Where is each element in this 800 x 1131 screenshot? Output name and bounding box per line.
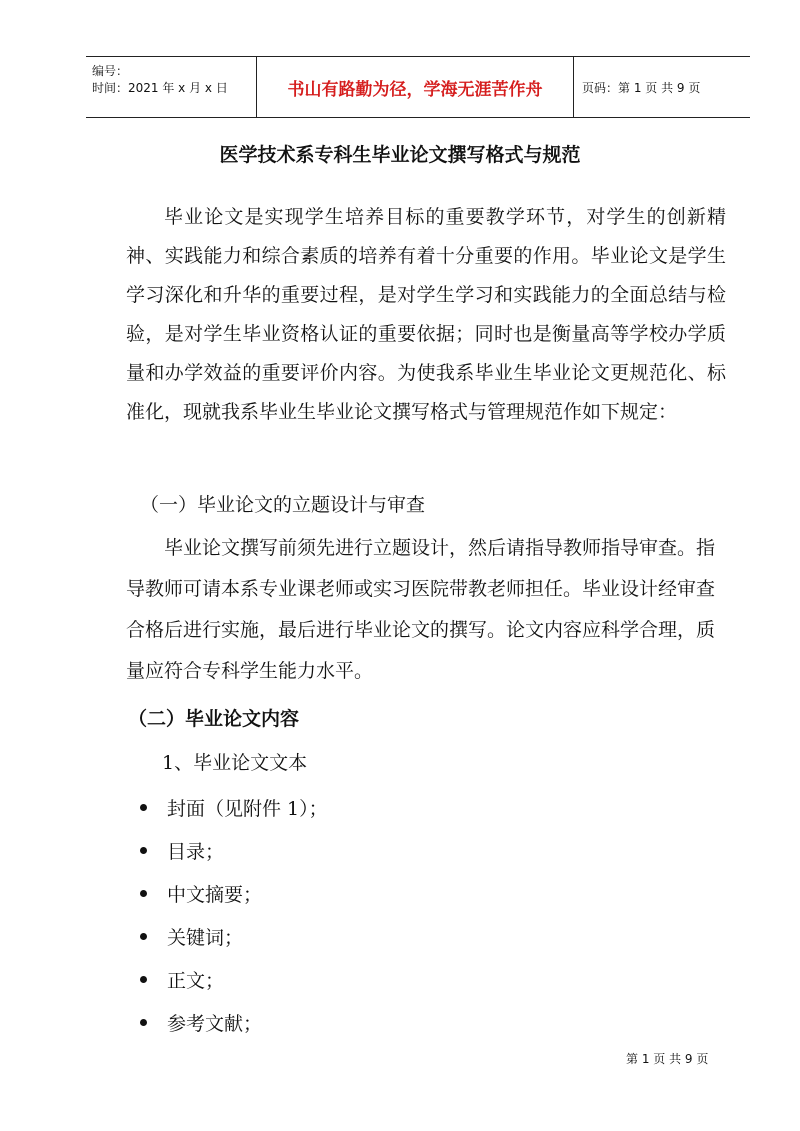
list-item	[140, 872, 328, 915]
list-item	[140, 786, 328, 829]
list-item-text: 中文摘要；	[167, 884, 263, 906]
list-item-text: 正文；	[167, 970, 225, 992]
content-list	[140, 786, 328, 1044]
list-item	[140, 1001, 328, 1044]
section1-heading: （一）毕业论文的立题设计与审查	[140, 494, 426, 516]
section2-subheading: 1、毕业论文文本	[162, 752, 308, 774]
list-item	[140, 915, 328, 958]
list-item-text: 目录；	[167, 841, 225, 863]
bullet-icon	[140, 933, 147, 940]
list-item-text: 封面（见附件 1）；	[167, 798, 328, 820]
section1-body	[126, 528, 726, 692]
header-motto: 书山有路勤为径，学海无涯苦作舟	[256, 57, 574, 117]
list-item	[140, 958, 328, 1001]
intro-section	[126, 198, 726, 432]
bullet-icon	[140, 976, 147, 983]
intro-paragraph: 毕业论文是实现学生培养目标的重要教学环节，对学生的创新精神、实践能力和综合素质的培养有着十分重要的作用。毕业论文是学生学习深化和升华的重要过程，是对学生学习和实践能力的全面总结与检验，是对学生毕业资格认证的重要依据；同时也是衡量高等学校办学质量和办学效益的重要评价内容。为使我系毕业生毕业论文更规范化、标准化，现就我系毕业生毕业论文撰写格式与管理规范作如下规定：	[126, 206, 726, 423]
serial-label: 编号：	[92, 64, 129, 78]
list-item-text: 关键词；	[167, 927, 244, 949]
header-left-cell	[86, 57, 256, 117]
header-page-info: 页码：第 1 页 共 9 页	[582, 80, 701, 95]
list-item-text: 参考文献；	[167, 1013, 263, 1035]
header-table	[86, 56, 750, 118]
section1-paragraph: 毕业论文撰写前须先进行立题设计，然后请指导教师指导审查。指导教师可请本系专业课老师或实习医院带教老师担任。毕业设计经审查合格后进行实施，最后进行毕业论文的撰写。论文内容应科学合理，质量应符合专科学生能力水平。	[126, 537, 716, 682]
bullet-icon	[140, 890, 147, 897]
document-title: 医学技术系专科生毕业论文撰写格式与规范	[219, 144, 581, 166]
bullet-icon	[140, 847, 147, 854]
list-item	[140, 829, 328, 872]
section2-heading: （二）毕业论文内容	[128, 708, 300, 730]
bullet-icon	[140, 1019, 147, 1026]
page-footer: 第 1 页 共 9 页	[626, 1052, 709, 1066]
time-label: 时间：2021 年 x 月 x 日	[92, 81, 228, 95]
bullet-icon	[140, 804, 147, 811]
